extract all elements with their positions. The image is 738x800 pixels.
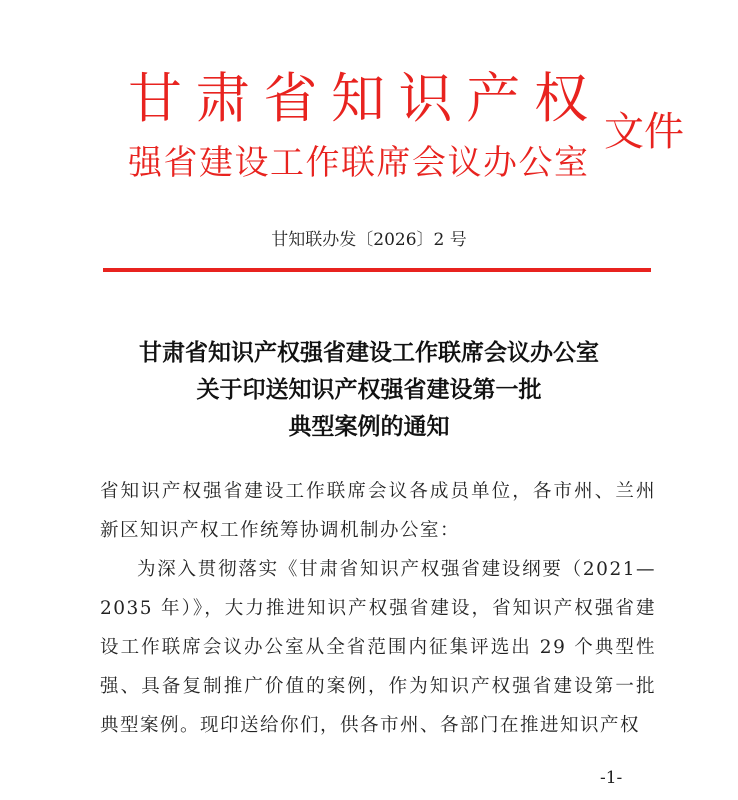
title-line: 关于印送知识产权强省建设第一批	[196, 376, 542, 403]
header-char: 识	[398, 67, 453, 130]
header-char: 作	[305, 143, 340, 183]
addressee: 省知识产权强省建设工作联席会议各成员单位，各市州、兰州新区知识产权工作统筹协调机制办公室：	[100, 481, 656, 541]
title-line: 典型案例的通知	[288, 413, 450, 440]
red-divider	[103, 268, 651, 272]
header-char: 甘	[128, 67, 182, 130]
header-char: 权	[533, 67, 588, 130]
header-char: 办	[483, 143, 517, 183]
header-char: 省	[163, 143, 198, 183]
header-char: 会	[412, 143, 446, 183]
header-char: 知	[330, 67, 385, 130]
document-body	[100, 472, 656, 745]
document-suffix: 文件	[604, 109, 684, 155]
header-char: 席	[376, 143, 411, 183]
header-char: 议	[447, 143, 482, 183]
header-char: 强	[128, 143, 162, 183]
title-line: 甘肃省知识产权强省建设工作联席会议办公室	[139, 339, 599, 366]
document-number: 甘知联办发〔2026〕2 号	[271, 230, 467, 250]
header-char: 肃	[195, 67, 250, 130]
header-char: 建	[199, 143, 233, 183]
header-char: 工	[270, 143, 304, 183]
page-number: -1-	[600, 768, 623, 788]
document-title	[0, 334, 738, 445]
header-char: 设	[234, 143, 269, 183]
issuer-header-line2	[128, 136, 588, 190]
body-paragraph: 为深入贯彻落实《甘肃省知识产权强省建设纲要（2021—2035 年）》，大力推进知识产权强省建设，省知识产权强省建设工作联席会议办公室从全省范围内征集评选出 29 个典型性强、具备复制推广价值的案例，作为知识产权强省建设第一批典型案例。现印送给你们，供各市州、各部门在推进知识产权	[100, 559, 656, 736]
issuer-header-line1	[128, 67, 588, 130]
header-char: 产	[466, 67, 521, 130]
header-char: 公	[518, 143, 553, 183]
header-char: 室	[554, 143, 588, 183]
header-char: 省	[263, 67, 318, 130]
header-char: 联	[341, 143, 375, 183]
